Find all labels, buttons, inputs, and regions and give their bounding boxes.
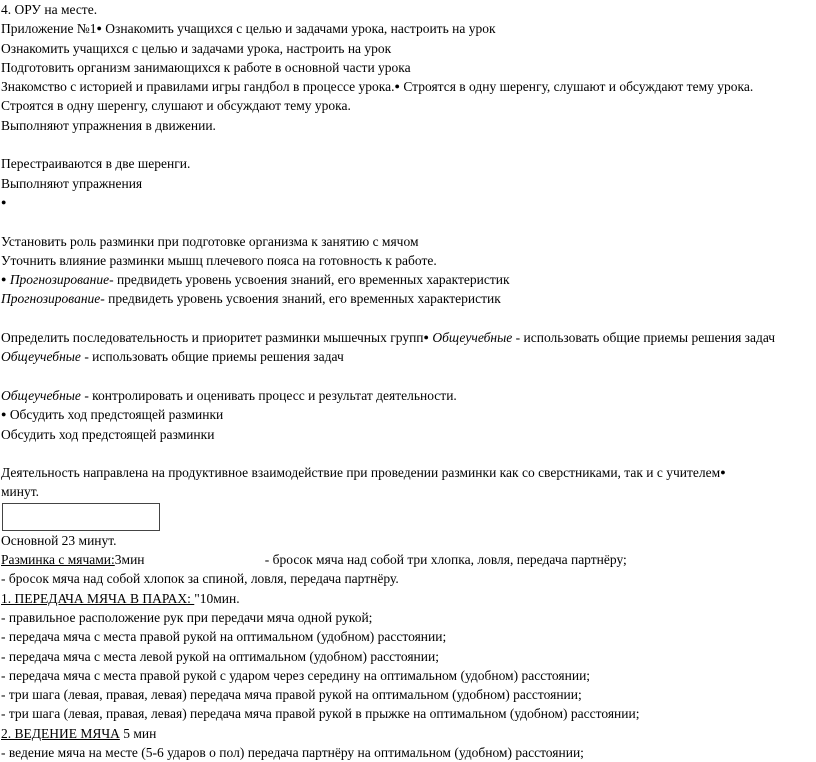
blank-line — [1, 309, 816, 328]
italic-term: Общеучебные — [1, 387, 81, 403]
underlined-heading: Разминка с мячами: — [1, 552, 115, 568]
text-line: - правильное расположение рук при передачи мяча одной рукой; — [1, 609, 373, 625]
text-line: Перестраиваются в две шеренги. — [1, 156, 191, 172]
text-line: Установить роль разминки при подготовке организма к занятию с мячом — [1, 233, 419, 249]
text-span: - контролировать и оценивать процесс и результат деятельности. — [80, 387, 457, 403]
blank-line — [1, 444, 816, 463]
bullet-icon: ● — [394, 81, 400, 92]
text-line: Строятся в одну шеренгу, слушают и обсуждают тему урока. — [1, 98, 351, 114]
text-line: Выполняют упражнения — [1, 175, 143, 191]
text-line: Уточнить влияние разминки мышц плечевого пояса на готовность к работе. — [1, 252, 437, 268]
text-line — [1, 463, 816, 482]
text-line: - три шага (левая, правая, левая) передача мяча правой рукой на оптимальном (удобном) расстоянии; — [1, 687, 582, 703]
text-span: - использовать общие приемы решения задач — [80, 349, 344, 365]
bullet-icon: ● — [1, 409, 7, 420]
text-line — [1, 347, 816, 366]
text-line: Основной 23 минут. — [1, 532, 117, 548]
text-span: Ознакомить учащихся с целью и задачами урока, настроить на урок — [101, 21, 496, 37]
text-line — [1, 386, 816, 405]
text-span: предвидеть уровень усвоения знаний, его временных характеристик — [104, 291, 501, 307]
text-line — [1, 328, 816, 347]
bullet-icon: ● — [423, 332, 429, 343]
text-line: - передача мяча с места правой рукой с ударом через середину на оптимальном (удобном) расстоянии; — [1, 667, 591, 683]
text-span: Деятельность направлена на продуктивное взаимодействие при проведении разминки как со сверстниками, так и с учителем — [1, 465, 721, 481]
text-line: Ознакомить учащихся с целью и задачами урока, настроить на урок — [1, 40, 392, 56]
text-line — [1, 193, 816, 212]
italic-term: Прогнозирование- — [9, 272, 114, 288]
text-line: - три шага (левая, правая, левая) передача мяча правой рукой в прыжке на оптимальном (удобном) расстоянии; — [1, 706, 640, 722]
underlined-heading: 1. ПЕРЕДАЧА МЯЧА В ПАРАХ: — [1, 590, 195, 606]
text-line — [1, 19, 816, 38]
bullet-icon: ● — [1, 274, 7, 285]
text-span: Определить последовательность и приоритет разминки мышечных групп — [1, 330, 424, 346]
italic-term: Общеучебные — [1, 349, 81, 365]
text-line — [1, 77, 816, 96]
text-span: Обсудить ход предстоящей разминки — [6, 407, 224, 423]
section-heading: 4. ОРУ на месте. — [1, 2, 98, 17]
text-line — [1, 289, 816, 308]
text-line: Обсудить ход предстоящей разминки — [1, 426, 215, 442]
bullet-icon: ● — [96, 23, 102, 34]
text-span: "10мин. — [194, 590, 240, 606]
italic-term: Общеучебные — [428, 330, 513, 346]
text-span: 5 мин — [119, 725, 157, 741]
underlined-heading: 2. ВЕДЕНИЕ МЯЧА — [1, 725, 120, 741]
empty-text-box — [2, 503, 160, 531]
text-line: - передача мяча с места левой рукой на оптимальном (удобном) расстоянии; — [1, 648, 439, 664]
text-line — [1, 405, 816, 424]
text-span: 3мин — [114, 552, 145, 568]
text-line: - передача мяча с места правой рукой на оптимальном (удобном) расстоянии; — [1, 629, 447, 645]
text-line: Подготовить организм занимающихся к работе в основной части урока — [1, 59, 411, 75]
text-span: Знакомство с историей и правилами игры гандбол в процессе урока. — [1, 79, 395, 95]
text-span: - бросок мяча над собой три хлопка, ловля, передача партнёру; — [264, 552, 627, 568]
text-line: - бросок мяча над собой хлопок за спиной, ловля, передача партнёру. — [1, 571, 399, 587]
text-span: предвидеть уровень усвоения знаний, его временных характеристик — [113, 272, 510, 288]
text-line: Выполняют упражнения в движении. — [1, 117, 216, 133]
bullet-icon: ● — [720, 467, 726, 478]
blank-line — [1, 212, 816, 231]
blank-line — [1, 367, 816, 386]
text-line: - ведение мяча на месте (5-6 ударов о пол) передача партнёру на оптимальном (удобном) расстоянии; — [1, 744, 584, 760]
appendix-label: Приложение №1 — [1, 21, 97, 37]
italic-term: Прогнозирование- — [1, 291, 105, 307]
bullet-icon: ● — [1, 196, 7, 207]
text-line — [1, 589, 816, 608]
text-span: - использовать общие приемы решения задач — [512, 330, 776, 346]
text-line — [1, 270, 816, 289]
text-line — [1, 550, 816, 569]
text-line — [1, 724, 816, 743]
text-span: Строятся в одну шеренгу, слушают и обсуждают тему урока. — [399, 79, 754, 95]
text-line: минут. — [1, 484, 40, 500]
blank-line — [1, 135, 816, 154]
